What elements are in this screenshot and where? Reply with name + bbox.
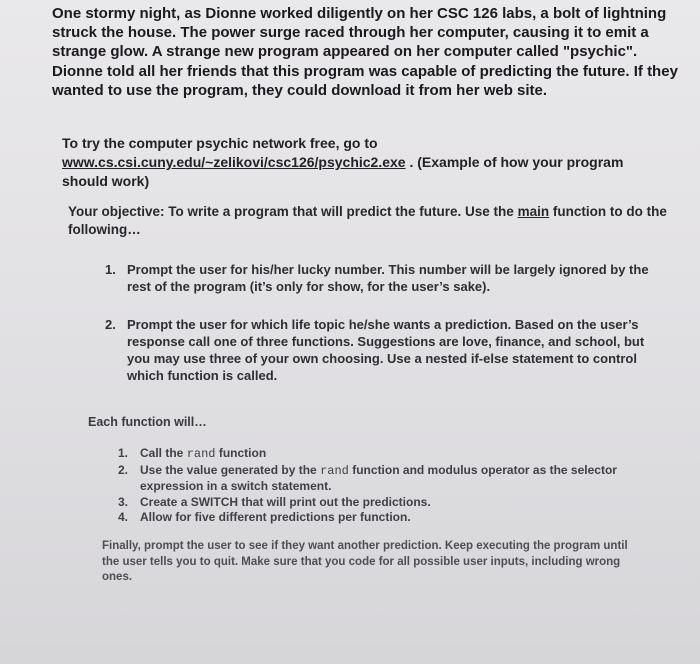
- list-item-text-after: function and modulus operator as the selector expression in a switch statement.: [140, 462, 617, 493]
- list-item: [118, 495, 658, 511]
- list-item-number: 4.: [118, 510, 129, 524]
- list-item: [105, 316, 665, 384]
- list-item-code: rand: [320, 463, 349, 478]
- intro-paragraph: One stormy night, as Dionne worked diligently on her CSC 126 labs, a bolt of lightning struck the house. The power surge raced through her computer, causing it to emit a strange glow. A strange new program appeared on her computer called "psychic". Dionne told all her friends that this program was capable of predicting the future. If they wanted to use the program, they could download it from her web site.: [52, 5, 678, 99]
- list-item-text-before: Use the value generated by the: [140, 462, 317, 477]
- steps-list: [105, 261, 665, 384]
- objective-before: Your objective: To write a program that will predict the future. Use the: [68, 204, 514, 219]
- function-actions-list: [118, 446, 658, 526]
- objective-main-word: main: [517, 204, 550, 219]
- list-item-number: 1.: [118, 446, 129, 460]
- try-paragraph: [62, 134, 662, 191]
- list-item-number: 1.: [105, 262, 116, 277]
- list-item: [118, 510, 658, 526]
- try-suffix: . (Example of how your program should work): [62, 154, 624, 189]
- list-item-text: Allow for five different predictions per function.: [140, 510, 411, 524]
- list-item-text-before: Call the: [140, 446, 184, 460]
- objective-after: function to do the following…: [68, 204, 667, 237]
- list-item-text: Create a SWITCH that will print out the predictions.: [140, 494, 431, 509]
- finally-paragraph: Finally, prompt the user to see if they want another prediction. Keep executing the program until the user tells you to quit. Make sure that you code for all possible user inputs, including wrong ones.: [102, 540, 628, 583]
- objective-paragraph: [68, 203, 678, 239]
- list-item-number: 2.: [105, 317, 116, 332]
- list-item-text-after: function: [218, 446, 267, 460]
- list-item: [118, 446, 658, 463]
- list-item-number: 2.: [118, 462, 129, 477]
- program-download-link[interactable]: www.cs.csi.cuny.edu/~zelikovi/csc126/psychic2.exe: [62, 154, 406, 170]
- list-item-number: 3.: [118, 494, 129, 509]
- list-item-text: Prompt the user for which life topic he/she wants a prediction. Based on the user’s response call one of three functions. Suggestions are love, finance, and school, but you may use three of your own choosing. Use a nested if-else statement to control which function is called.: [127, 317, 645, 383]
- list-item-code: rand: [186, 447, 216, 461]
- list-item: [105, 261, 665, 295]
- try-prefix: To try the computer psychic network free, go to: [62, 135, 378, 151]
- each-function-heading: Each function will…: [88, 415, 207, 429]
- list-item-text: Prompt the user for his/her lucky number. This number will be largely ignored by the rest of the program (it’s only for show, for the user’s sake).: [127, 262, 649, 294]
- list-item: [118, 463, 658, 495]
